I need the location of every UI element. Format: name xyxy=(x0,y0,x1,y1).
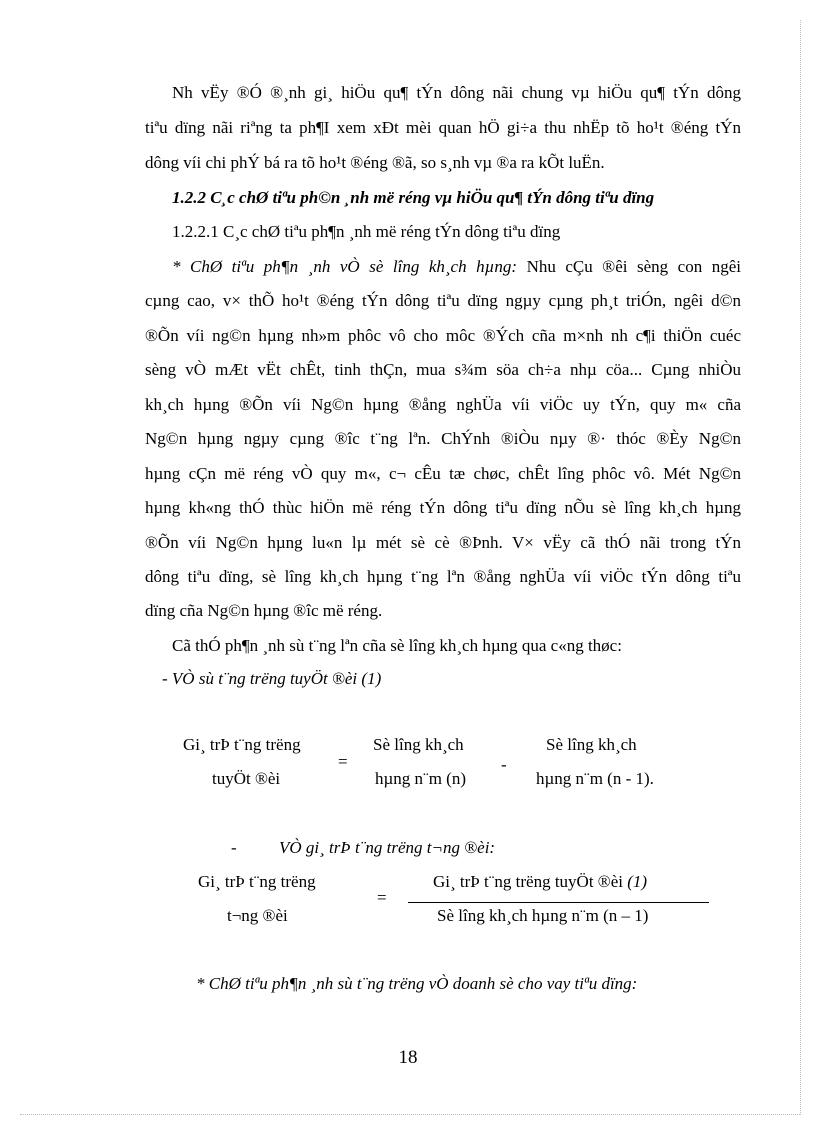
paragraph-2-line-1 xyxy=(172,256,741,278)
paragraph-2-line: dông tiªu dïng, sè lîng kh¸ch hµng t¨ng lªn ®ång nghÜa víi viÖc tÝn dông tiªu xyxy=(145,567,741,586)
formula-1-term-1-line-2: hµng n¨m (n) xyxy=(375,769,467,788)
paragraph-2-line: ®Õn víi ng©n hµng nh»m phôc vô cho môc ®Ých cña m×nh nh c¶i thiÖn cuéc xyxy=(145,326,741,345)
formula-2-numerator xyxy=(433,871,647,893)
formula-2-numerator-ref: (1) xyxy=(622,872,648,891)
formula-2-lhs-line-1: Gi¸ trÞ t¨ng trëng xyxy=(198,872,316,891)
customer-count-lead-in: * ChØ tiªu ph¶n ¸nh vÒ sè lîng kh¸ch hµng: xyxy=(172,257,518,276)
paragraph-2-line: sèng vÒ mÆt vËt chÊt, tinh thÇn, mua s¾m söa ch÷a nhµ cöa... Cµng nhiÒu xyxy=(145,360,741,379)
formula-1-minus-sign: - xyxy=(501,755,507,774)
paragraph-2-line: ®Õn víi Ng©n hµng lu«n lµ mét sè cè ®Þnh. V× vËy cã thÓ nãi trong tÝn xyxy=(145,533,741,552)
formula-2-numerator-text: Gi¸ trÞ t¨ng trëng tuyÖt ®èi xyxy=(433,872,623,891)
formula-1-lhs-line-2: tuyÖt ®èi xyxy=(212,769,281,788)
paragraph-2-line: Ng©n hµng ngµy cµng ®îc t¨ng lªn. ChÝnh ®iÒu nµy ®· thóc ®Èy Ng©n xyxy=(145,429,741,448)
formula-1-lhs-line-1: Gi¸ trÞ t¨ng trëng xyxy=(183,735,301,754)
formula-2-fraction-bar xyxy=(408,902,709,903)
subsection-heading: 1.2.2.1 C¸c chØ tiªu ph¶n ¸nh më réng tÝn dông tiªu dïng xyxy=(172,222,561,241)
section-heading: 1.2.2 C¸c chØ tiªu ph©n ¸nh më réng vµ hiÖu qu¶ tÝn dông tiªu dïng xyxy=(172,188,655,207)
formula-2-equals-sign: = xyxy=(377,888,387,907)
paragraph-2-line-1-rest: Nhu cÇu ®êi sèng con ngêi xyxy=(517,257,741,276)
formula-2-denominator: Sè lîng kh¸ch hµng n¨m (n – 1) xyxy=(437,906,649,925)
formula-1-equals-sign: = xyxy=(338,752,348,771)
loan-growth-indicator-heading: * ChØ tiªu ph¶n ¸nh sù t¨ng trëng vÒ doanh sè cho vay tiªu dïng: xyxy=(196,974,638,993)
paragraph-2-line: cµng cao, v× thÕ ho¹t ®éng tÝn dông tiªu dïng ngµy cµng ph¸t triÓn, ngêi d©n xyxy=(145,291,741,310)
absolute-growth-label: - VÒ sù t¨ng trëng tuyÖt ®èi (1) xyxy=(162,669,382,688)
formula-2-dash: - xyxy=(231,838,237,857)
formula-1-term-2-line-2: hµng n¨m (n - 1). xyxy=(536,769,654,788)
paragraph-2-last-line: dïng cña Ng©n hµng ®îc më réng. xyxy=(145,601,383,620)
paragraph-2-line: hµng cÇn më réng vÒ quy m«, c¬ cÊu tæ chøc, chÊt lîng phôc vô. Mét Ng©n xyxy=(145,464,741,483)
paragraph-2-line: kh¸ch hµng ®Õn víi Ng©n hµng ®ång nghÜa víi viÖc uy tÝn, quy m« cña xyxy=(145,395,741,414)
paragraph-1-line-1: Nh vËy ®Ó ®¸nh gi¸ hiÖu qu¶ tÝn dông nãi chung vµ hiÖu qu¶ tÝn dông xyxy=(172,83,741,102)
formula-1-term-1-line-1: Sè lîng kh¸ch xyxy=(373,735,464,754)
paragraph-3: Cã thÓ ph¶n ¸nh sù t¨ng lªn cña sè lîng kh¸ch hµng qua c«ng thøc: xyxy=(172,636,622,655)
formula-2-lhs-line-2: t¬ng ®èi xyxy=(227,906,288,925)
formula-1-term-2-line-1: Sè lîng kh¸ch xyxy=(546,735,637,754)
page-border-right xyxy=(800,20,801,1115)
paragraph-2-line: hµng kh«ng thÓ thùc hiÖn më réng tÝn dông tiªu dïng nÕu sè lîng kh¸ch hµng xyxy=(145,498,741,517)
paragraph-1-line-3: dông víi chi phÝ bá ra tõ ho¹t ®éng ®ã, so s¸nh vµ ®a ra kÕt luËn. xyxy=(145,153,605,172)
page-number: 18 xyxy=(398,1047,418,1068)
relative-growth-label: VÒ gi¸ trÞ t¨ng trëng t¬ng ®èi: xyxy=(279,838,496,857)
page-border-bottom xyxy=(20,1114,800,1115)
paragraph-1-line-2: tiªu dïng nãi riªng ta ph¶I xem xÐt mèi quan hÖ gi÷a thu nhËp tõ ho¹t ®éng tÝn xyxy=(145,118,741,137)
